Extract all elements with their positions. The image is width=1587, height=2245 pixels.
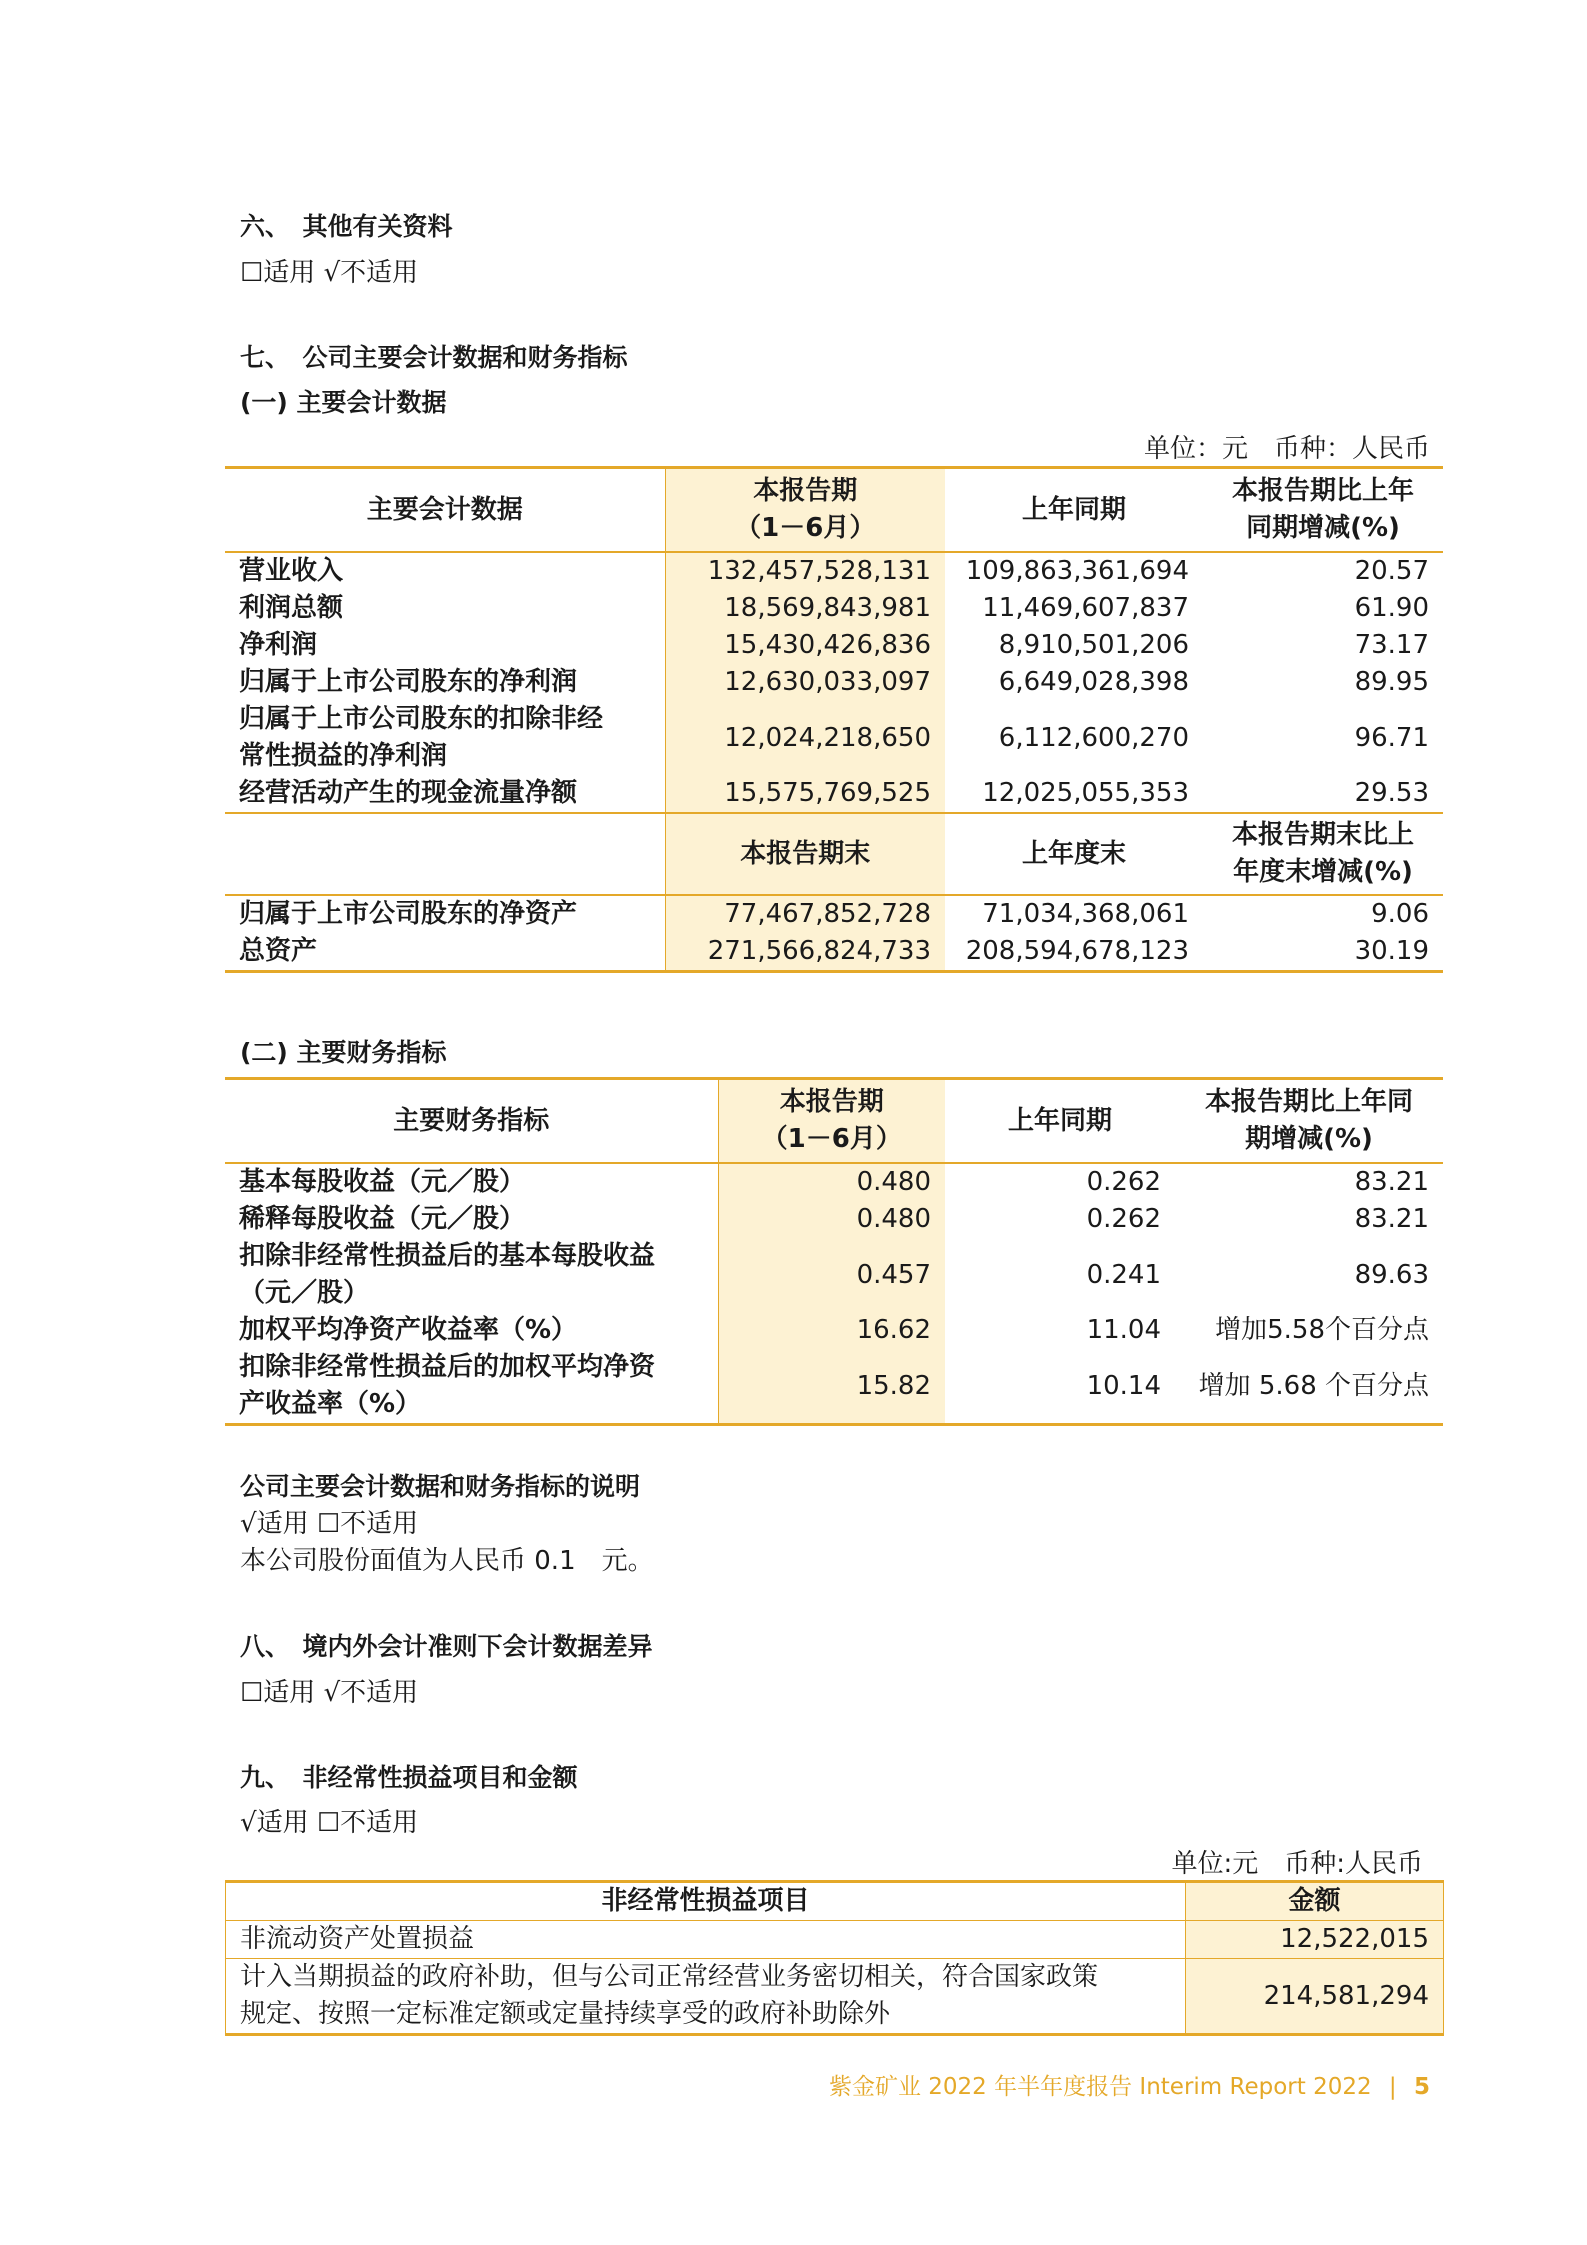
financial-indicators-table bbox=[225, 1077, 1443, 1426]
note-text: 本公司股份面值为人民币 0.1 元。 bbox=[240, 1546, 654, 1576]
section-9-title: 九、 非经常性损益项目和金额 bbox=[240, 1763, 578, 1792]
col-header-item: 主要会计数据 bbox=[225, 468, 665, 553]
subsection-1-title: (一) 主要会计数据 bbox=[240, 388, 447, 417]
cell-value: 6,112,600,270 bbox=[998, 722, 1189, 753]
cell-value: 15,575,769,525 bbox=[665, 775, 945, 813]
col-header-change bbox=[1175, 1079, 1443, 1164]
cell-value: 109,863,361,694 bbox=[965, 556, 1189, 586]
col-header-current-period bbox=[718, 1079, 945, 1164]
cell-value: 0.480 bbox=[718, 1201, 945, 1238]
table-header-row bbox=[225, 1079, 1443, 1164]
cell-value: 10.14 bbox=[1086, 1370, 1161, 1401]
cell-value: 12,024,218,650 bbox=[665, 701, 945, 775]
table-row bbox=[225, 701, 1443, 775]
section-6-title: 六、 其他有关资料 bbox=[240, 212, 453, 241]
subsection-2-title: (二) 主要财务指标 bbox=[240, 1038, 447, 1067]
cell-value: 0.241 bbox=[1086, 1259, 1161, 1290]
cell-value: 0.262 bbox=[1086, 1167, 1161, 1197]
row-label: 净利润 bbox=[225, 627, 665, 664]
table-row bbox=[225, 1312, 1443, 1349]
col-header-last-year: 上年同期 bbox=[1021, 494, 1126, 525]
label-line: （元／股） bbox=[239, 1278, 370, 1308]
table-row bbox=[225, 627, 1443, 664]
row-label: 非流动资产处置损益 bbox=[226, 1921, 1186, 1959]
cell-value: 16.62 bbox=[718, 1312, 945, 1349]
row-label: 稀释每股收益（元／股） bbox=[225, 1201, 718, 1238]
cell-value: 271,566,824,733 bbox=[665, 933, 945, 972]
row-label: 利润总额 bbox=[225, 590, 665, 627]
page-footer bbox=[829, 2068, 1430, 2101]
cell-value: 71,034,368,061 bbox=[982, 899, 1189, 929]
table-subheader-row bbox=[225, 813, 1443, 895]
cell-value: 83.21 bbox=[1354, 1167, 1429, 1197]
row-label bbox=[225, 1349, 718, 1425]
cell-value: 9.06 bbox=[1371, 899, 1429, 929]
cell-value: 208,594,678,123 bbox=[965, 936, 1189, 966]
col-header-last-year-end: 上年度末 bbox=[1021, 838, 1126, 869]
label-line: 扣除非经常性损益后的基本每股收益 bbox=[239, 1241, 656, 1271]
unit-note-1: 单位：元 币种：人民币 bbox=[1143, 434, 1430, 464]
col-header-change bbox=[1203, 468, 1443, 553]
cell-value: 214,581,294 bbox=[1186, 1959, 1444, 2035]
label-line: 常性损益的净利润 bbox=[239, 741, 448, 771]
table-header-row bbox=[226, 1882, 1444, 1921]
table-row bbox=[225, 1201, 1443, 1238]
cell-value: 8,910,501,206 bbox=[998, 630, 1189, 660]
section-8-options: ☐适用 √不适用 bbox=[240, 1678, 419, 1708]
note-title: 公司主要会计数据和财务指标的说明 bbox=[240, 1472, 641, 1501]
table-row bbox=[225, 590, 1443, 627]
row-label: 归属于上市公司股东的净资产 bbox=[225, 895, 665, 933]
table-row bbox=[225, 664, 1443, 701]
header-line: （1－6月） bbox=[761, 1124, 902, 1154]
col-header-amount: 金额 bbox=[1186, 1882, 1444, 1921]
col-header-period-end: 本报告期末 bbox=[665, 813, 945, 895]
col-header-item: 主要财务指标 bbox=[225, 1079, 718, 1164]
cell-value: 15.82 bbox=[718, 1349, 945, 1425]
cell-value: 30.19 bbox=[1354, 936, 1429, 966]
cell-value: 18,569,843,981 bbox=[665, 590, 945, 627]
row-label: 加权平均净资产收益率（%） bbox=[225, 1312, 718, 1349]
page-number: 5 bbox=[1413, 2074, 1430, 2100]
table-row bbox=[226, 1921, 1444, 1959]
section-6-options: ☐适用 √不适用 bbox=[240, 258, 419, 288]
cell-value: 29.53 bbox=[1354, 778, 1429, 808]
col-header-last-year: 上年同期 bbox=[1007, 1105, 1112, 1136]
row-label bbox=[226, 1959, 1186, 2035]
cell-value: 77,467,852,728 bbox=[665, 895, 945, 933]
cell-value: 12,025,055,353 bbox=[982, 778, 1189, 808]
cell-value: 12,630,033,097 bbox=[665, 664, 945, 701]
header-line: 本报告期 bbox=[753, 476, 858, 506]
cell-value: 11,469,607,837 bbox=[982, 593, 1189, 623]
label-line: 产收益率（%） bbox=[239, 1389, 422, 1419]
cell-value: 6,649,028,398 bbox=[998, 667, 1189, 697]
header-line: 同期增减(%) bbox=[1246, 513, 1400, 543]
cell-value: 89.95 bbox=[1354, 667, 1429, 697]
header-line: 本报告期比上年同 bbox=[1204, 1087, 1413, 1117]
header-line: 本报告期比上年 bbox=[1231, 476, 1414, 506]
table-row bbox=[225, 775, 1443, 813]
header-line: 本报告期 bbox=[779, 1087, 884, 1117]
unit-note-2: 单位:元 币种:人民币 bbox=[1171, 1849, 1423, 1879]
cell-value: 0.457 bbox=[718, 1238, 945, 1312]
empty-header bbox=[225, 813, 665, 895]
col-header-item: 非经常性损益项目 bbox=[226, 1882, 1186, 1921]
cell-value: 0.480 bbox=[718, 1163, 945, 1201]
table-row bbox=[225, 552, 1443, 590]
section-7-title: 七、 公司主要会计数据和财务指标 bbox=[240, 343, 628, 372]
table-row bbox=[225, 933, 1443, 972]
col-header-current-period bbox=[665, 468, 945, 553]
header-line: 年度末增减(%) bbox=[1233, 857, 1413, 887]
note-options: √适用 ☐不适用 bbox=[240, 1509, 419, 1539]
label-line: 规定、按照一定标准定额或定量持续享受的政府补助除外 bbox=[240, 1999, 891, 2029]
label-line: 计入当期损益的政府补助，但与公司正常经营业务密切相关，符合国家政策 bbox=[240, 1962, 1099, 1992]
cell-value: 89.63 bbox=[1354, 1259, 1429, 1290]
section-9-options: √适用 ☐不适用 bbox=[240, 1808, 419, 1838]
row-label: 经营活动产生的现金流量净额 bbox=[225, 775, 665, 813]
cell-value: 61.90 bbox=[1354, 593, 1429, 623]
header-line: 本报告期末比上 bbox=[1231, 820, 1414, 850]
row-label: 营业收入 bbox=[225, 552, 665, 590]
cell-value: 96.71 bbox=[1354, 722, 1429, 753]
cell-value: 增加 5.68 个百分点 bbox=[1198, 1370, 1429, 1401]
label-line: 归属于上市公司股东的扣除非经 bbox=[239, 704, 604, 734]
row-label: 总资产 bbox=[225, 933, 665, 972]
table-header-row bbox=[225, 468, 1443, 553]
cell-value: 15,430,426,836 bbox=[665, 627, 945, 664]
table-row bbox=[226, 1959, 1444, 2035]
cell-value: 增加5.58个百分点 bbox=[1215, 1315, 1429, 1345]
row-label bbox=[225, 1238, 718, 1312]
cell-value: 11.04 bbox=[1086, 1315, 1161, 1345]
table-row bbox=[225, 1349, 1443, 1425]
cell-value: 12,522,015 bbox=[1186, 1921, 1444, 1959]
table-row bbox=[225, 1163, 1443, 1201]
header-line: （1－6月） bbox=[735, 513, 876, 543]
section-8-title: 八、 境内外会计准则下会计数据差异 bbox=[240, 1632, 653, 1661]
cell-value: 0.262 bbox=[1086, 1204, 1161, 1234]
non-recurring-items-table bbox=[225, 1880, 1444, 2036]
cell-value: 20.57 bbox=[1354, 556, 1429, 586]
row-label bbox=[225, 701, 665, 775]
cell-value: 132,457,528,131 bbox=[665, 552, 945, 590]
cell-value: 73.17 bbox=[1354, 630, 1429, 660]
row-label: 归属于上市公司股东的净利润 bbox=[225, 664, 665, 701]
table-row bbox=[225, 895, 1443, 933]
accounting-data-table bbox=[225, 466, 1443, 973]
col-header-change-end bbox=[1203, 813, 1443, 895]
row-label: 基本每股收益（元／股） bbox=[225, 1163, 718, 1201]
header-line: 期增减(%) bbox=[1245, 1124, 1373, 1154]
label-line: 扣除非经常性损益后的加权平均净资 bbox=[239, 1352, 656, 1382]
footer-text: 紫金矿业 2022 年半年度报告 Interim Report 2022 bbox=[828, 2074, 1372, 2100]
footer-separator: | bbox=[1388, 2074, 1397, 2100]
cell-value: 83.21 bbox=[1354, 1204, 1429, 1234]
table-row bbox=[225, 1238, 1443, 1312]
